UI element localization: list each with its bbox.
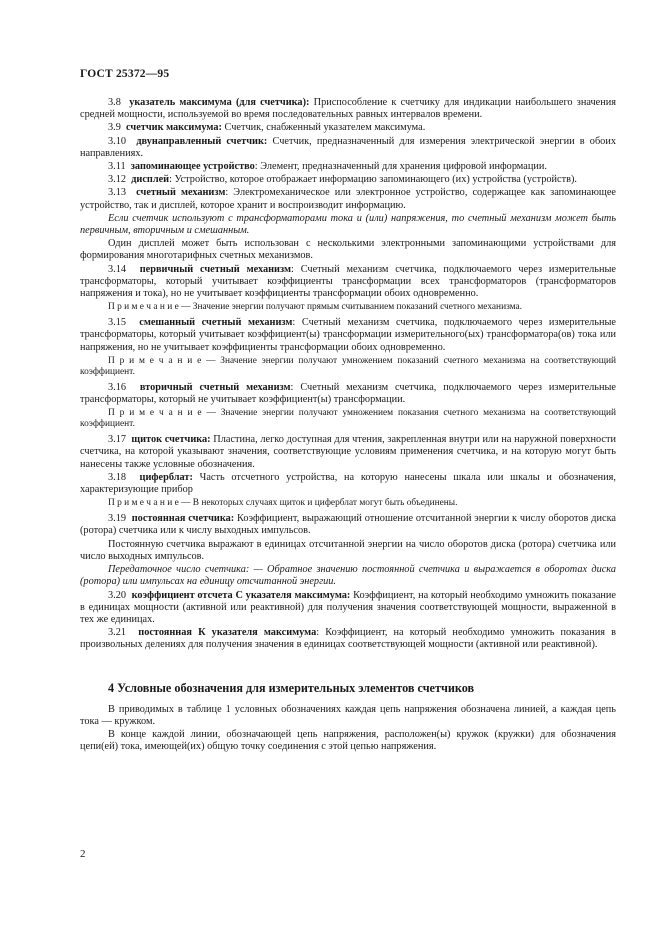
italic-note-transformers: Если счетчик используют с трансформаторами тока и (или) напряжения, то счетный механизм может быть первичным, вторичным и смешанным. [80,212,616,237]
definition-3-18: 3.18 циферблат: Часть отсчетного устройства, на которую нанесены шкала или шкалы и обозначения, характеризующие прибор [80,471,616,496]
paragraph-display: Один дисплей может быть использован с несколькими электронными запоминающими устройствами для формирования многотарифных счетных механизмов. [80,238,616,262]
definition-3-16: 3.16 вторичный счетный механизм: Счетный механизм счетчика, подключаемого через измерительные трансформаторы, который не учитывает коэффициент(ы) трансформации. [80,381,616,406]
definition-3-13: 3.13 счетный механизм: Электромеханическое или электронное устройство, содержащее как запоминающее устройство, так и дисплей, которое хранит и воспроизводит информацию. [80,187,616,211]
definition-3-14: 3.14 первичный счетный механизм: Счетный механизм счетчика, подключаемого через измерительные трансформаторы, который учитывает коэффициенты трансформации всех трансформаторов (трансформаторов напряжения и тока), но не учитывает коэффициенты трансформации обоих одновременно. [80,263,616,300]
definition-3-15: 3.15 смешанный счетный механизм: Счетный механизм счетчика, подключаемого через измерительные трансформаторы, который учитывает коэффициент(ы) трансформации измерительного(ых) трансформатора(ов) тока или напряжения, но не учитывает коэффициенты трансформации обоих одновременно. [80,317,616,353]
definition-3-11: 3.11 запоминающее устройство: Элемент, предназначенный для хранения цифровой информации. [108,161,547,173]
note-3-18: П р и м е ч а н и е — В некоторых случаях щиток и циферблат могут быть объединены. [108,498,458,509]
definition-3-17: 3.17 щиток счетчика: Пластина, легко доступная для чтения, закрепленная внутри или на наружной поверхности счетчика, на которой указывают значения, соответствующие условиям применения счетчика, и на которую могут быть нанесены также условные обозначения. [80,434,616,470]
section-paragraph-1: В приводимых в таблице 1 условных обозначениях каждая цепь напряжения обозначена линией, а каждая цепь тока — кружком. [80,703,616,727]
page-number: 2 [80,848,86,860]
section-heading: 4 Условные обозначения для измерительных элементов счетчиков [108,680,475,695]
note-3-16: П р и м е ч а н и е — Значение энергии получают умножением показания счетного механизма на соответствующий коэффициент. [80,408,616,430]
document-header: ГОСТ 25372—95 [80,68,170,80]
definition-3-9: 3.9 счетчик максимума: Счетчик, снабженный указателем максимума. [108,122,426,134]
paragraph-constant: Постоянную счетчика выражают в единицах отсчитанной энергии на число оборотов диска (ротора) счетчика или число выходных импульсов. [80,538,616,562]
note-3-14: П р и м е ч а н и е — Значение энергии получают прямым считыванием показаний счетного механизма. [108,302,523,313]
definition-3-12: 3.12 дисплей: Устройство, которое отображает информацию запоминающего (их) устройства (устройств). [108,174,577,186]
document-body [80,97,616,755]
definition-3-19: 3.19 постоянная счетчика: Коэффициент, выражающий отношение отсчитанной энергии к числу оборотов диска (ротора) счетчика или к числу выходных импульсов. [80,513,616,537]
definition-3-20: 3.20 коэффициент отсчета С указателя максимума: Коэффициент, на который необходимо умножить показание в единицах мощности (активной или реактивной) для получения значения соответствующей мощности, выраженной в тех же единицах. [80,589,616,625]
section-paragraph-2: В конце каждой линии, обозначающей цепь напряжения, расположен(ы) кружок (кружки) для обозначения цепи(ей) тока, имеющей(их) общую точку соединения с этой цепью напряжения. [80,729,616,753]
definition-3-21: 3.21 постоянная К указателя максимума: Коэффициент, на который необходимо умножить показания в произвольных делениях для получения значения в единицах соответствующей мощности (активной или реактивной). [80,627,616,651]
definition-3-8: 3.8 указатель максимума (для счетчика): Приспособление к счетчику для индикации наибольшего значения средней мощности, используемой во время последовательных равных интервалов времени. [80,97,616,121]
note-3-15: П р и м е ч а н и е — Значение энергии получают умножением показаний счетного механизма на соответствующий коэффициент. [80,355,616,377]
definition-3-10: 3.10 двунаправленный счетчик: Счетчик, предназначенный для измерения электрической энергии в обоих направлениях. [80,135,616,159]
italic-note-ratio: Передаточное число счетчика: — Обратное значению постоянной счетчика и выражается в оборотах диска (ротора) или импульсах на единицу отсчитанной энергии. [80,564,616,588]
